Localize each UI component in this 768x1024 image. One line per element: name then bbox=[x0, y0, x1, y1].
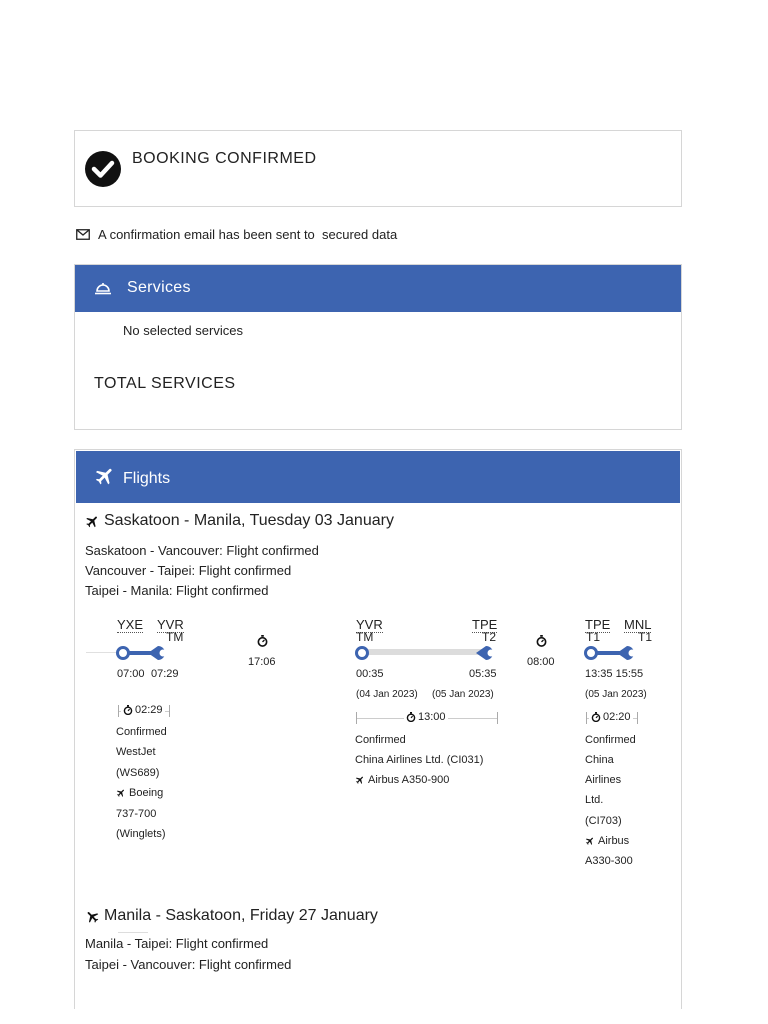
arrival-time: 05:35 bbox=[469, 668, 497, 680]
airplane-icon bbox=[94, 465, 116, 487]
arrival-time: 07:29 bbox=[151, 668, 179, 680]
flights-header[interactable] bbox=[76, 451, 680, 503]
terminal-label: T1 bbox=[638, 630, 653, 644]
duration-bar bbox=[586, 712, 638, 724]
inbound-route-title[interactable] bbox=[85, 907, 378, 925]
outbound-route-title-text: Saskatoon - Manila, Tuesday 03 January bbox=[104, 512, 394, 529]
flight-number: (CI703) bbox=[585, 815, 622, 827]
airplane-return-icon bbox=[85, 909, 100, 924]
booking-confirmed-panel bbox=[74, 130, 682, 207]
aircraft-model: Airbus bbox=[598, 835, 630, 847]
airport-code-tpe[interactable]: TPE bbox=[472, 617, 498, 632]
terminal-label: TM bbox=[166, 630, 184, 644]
arrival-pin-icon bbox=[148, 645, 172, 661]
check-circle-icon bbox=[85, 151, 121, 187]
duration-text: 02:29 bbox=[135, 704, 163, 716]
no-services-text: No selected services bbox=[123, 323, 243, 338]
duration-label bbox=[121, 704, 165, 716]
booking-confirmed-title: BOOKING CONFIRMED bbox=[132, 150, 317, 167]
layover-duration: 17:06 bbox=[248, 656, 276, 668]
service-bell-icon bbox=[94, 280, 112, 296]
departure-time: 00:35 bbox=[356, 668, 384, 680]
leg-status: Saskatoon - Vancouver: Flight confirmed bbox=[85, 543, 319, 558]
airplane-icon bbox=[355, 775, 365, 785]
aircraft-model: 737-700 bbox=[116, 808, 157, 820]
airport-code-yxe[interactable]: YXE bbox=[117, 617, 144, 632]
stopwatch-icon bbox=[536, 635, 547, 647]
airplane-icon bbox=[585, 836, 595, 846]
duration-bar bbox=[118, 705, 170, 717]
timeline-line bbox=[86, 652, 116, 653]
arrival-date: (05 Jan 2023) bbox=[432, 689, 494, 700]
aircraft-model: A330-300 bbox=[585, 855, 633, 867]
aircraft-info bbox=[585, 831, 629, 851]
leg-status: Taipei - Vancouver: Flight confirmed bbox=[85, 957, 292, 972]
total-services-label: TOTAL SERVICES bbox=[94, 375, 236, 392]
duration-text: 13:00 bbox=[418, 711, 446, 723]
airport-code-mnl[interactable]: MNL bbox=[624, 617, 652, 632]
arrival-pin-icon bbox=[476, 645, 500, 661]
aircraft-variant: (Winglets) bbox=[116, 828, 166, 840]
aircraft-info bbox=[355, 770, 449, 790]
stopwatch-icon bbox=[257, 635, 268, 647]
layover-duration: 08:00 bbox=[527, 656, 555, 668]
divider bbox=[118, 932, 148, 933]
duration-label bbox=[404, 711, 448, 723]
segment-times: 13:35 15:55 bbox=[585, 668, 644, 680]
flights-title: Flights bbox=[123, 470, 171, 487]
segment-status: Confirmed bbox=[116, 726, 167, 738]
airport-code-yvr[interactable]: YVR bbox=[157, 617, 184, 632]
outbound-route-title[interactable] bbox=[85, 512, 394, 530]
stopwatch-icon bbox=[591, 712, 601, 722]
departure-time: 07:00 bbox=[117, 668, 145, 680]
segment-date: (05 Jan 2023) bbox=[585, 689, 647, 700]
terminal-label: T1 bbox=[586, 630, 601, 644]
airplane-icon bbox=[85, 514, 100, 529]
carrier-name: China bbox=[585, 754, 614, 766]
segment-status: Confirmed bbox=[355, 734, 406, 746]
carrier-name: WestJet bbox=[116, 746, 156, 758]
stopwatch-icon bbox=[406, 712, 416, 722]
aircraft-model: Airbus A350-900 bbox=[368, 774, 450, 786]
departure-date: (04 Jan 2023) bbox=[356, 689, 418, 700]
arrival-pin-icon bbox=[617, 645, 641, 661]
duration-bar bbox=[356, 712, 498, 724]
airport-code-tpe[interactable]: TPE bbox=[585, 617, 611, 632]
carrier-name: Ltd. bbox=[585, 794, 604, 806]
aircraft-info bbox=[116, 783, 163, 803]
confirmation-email-text: A confirmation email has been sent to secured data bbox=[98, 227, 398, 242]
airport-code-yvr[interactable]: YVR bbox=[356, 617, 383, 632]
departure-dot-icon bbox=[355, 646, 369, 660]
stopwatch-icon bbox=[123, 705, 133, 715]
confirmation-email-notice bbox=[76, 227, 397, 242]
leg-status: Manila - Taipei: Flight confirmed bbox=[85, 936, 269, 951]
airplane-icon bbox=[116, 788, 126, 798]
flight-number: (WS689) bbox=[116, 767, 160, 779]
terminal-label: T2 bbox=[482, 630, 497, 644]
services-header[interactable] bbox=[75, 265, 681, 312]
leg-status: Taipei - Manila: Flight confirmed bbox=[85, 583, 269, 598]
departure-dot-icon bbox=[116, 646, 130, 660]
segment-line bbox=[362, 649, 486, 655]
departure-dot-icon bbox=[584, 646, 598, 660]
inbound-route-title-text: Manila - Saskatoon, Friday 27 January bbox=[104, 907, 378, 924]
envelope-icon bbox=[76, 229, 90, 240]
aircraft-model: Boeing bbox=[129, 787, 164, 799]
leg-status: Vancouver - Taipei: Flight confirmed bbox=[85, 563, 292, 578]
carrier-name: Airlines bbox=[585, 774, 622, 786]
duration-text: 02:20 bbox=[603, 711, 631, 723]
carrier-name: China Airlines Ltd. (CI031) bbox=[355, 754, 484, 766]
services-panel bbox=[74, 264, 682, 430]
segment-status: Confirmed bbox=[585, 734, 636, 746]
duration-label bbox=[589, 711, 633, 723]
services-title: Services bbox=[127, 279, 191, 296]
terminal-label: TM bbox=[356, 630, 374, 644]
